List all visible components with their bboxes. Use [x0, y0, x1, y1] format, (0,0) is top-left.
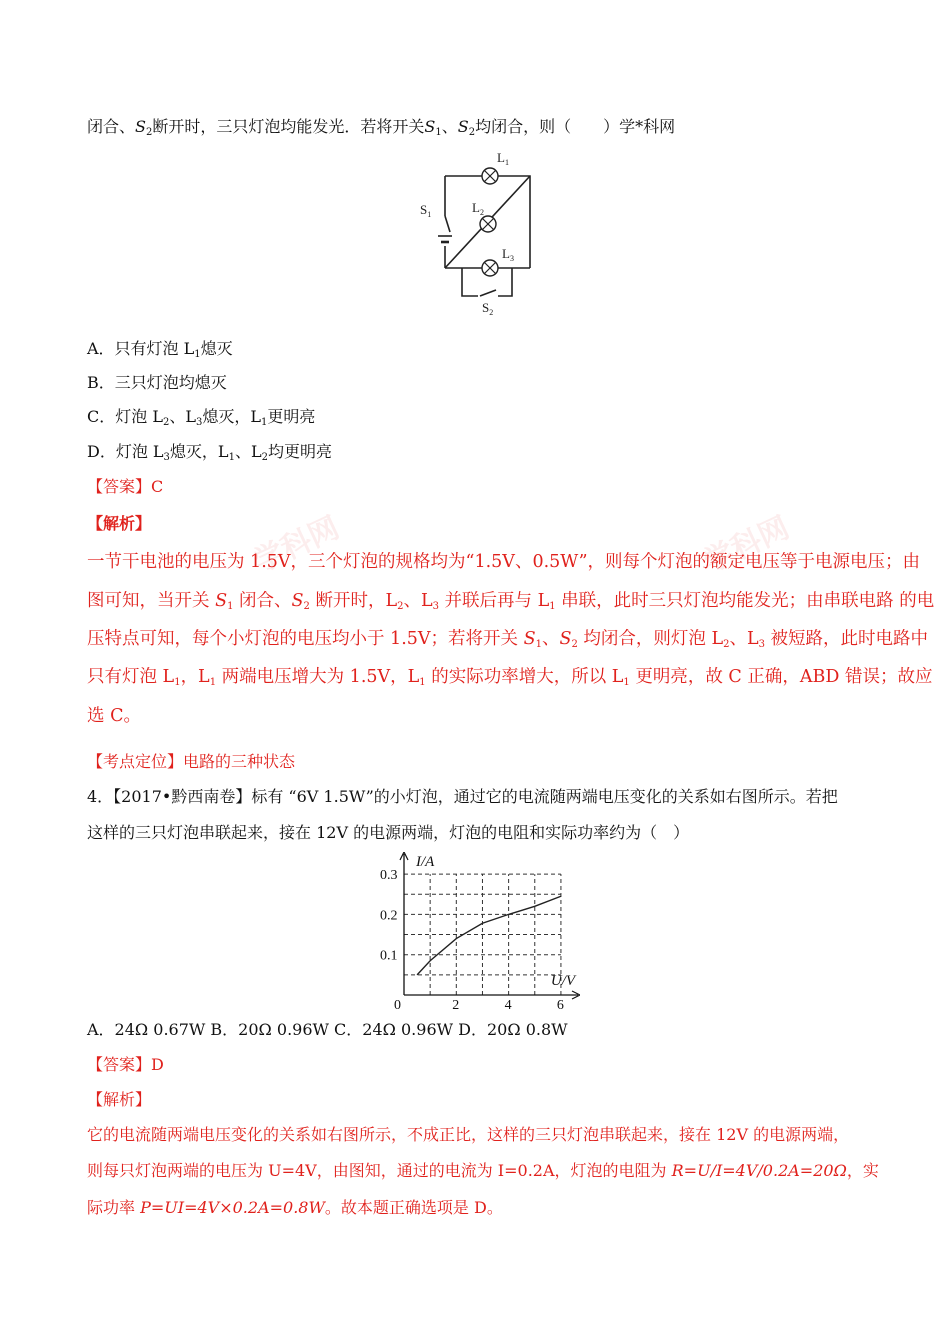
- x-tick-label: 6: [556, 998, 564, 1013]
- svg-text:L2: $L_2$: [472, 200, 484, 217]
- question-4-line-1: 4．【2017•黔西南卷】标有 “6V 1.5W”的小灯泡，通过它的电流随两端电压变化的关系如右图所示。若把: [87, 787, 838, 806]
- y-tick-label: 0.1: [380, 948, 398, 964]
- kaodian: 【考点定位】电路的三种状态: [87, 752, 296, 771]
- x-tick-label: 2: [452, 998, 460, 1013]
- answer-1: 【答案】C: [87, 477, 164, 496]
- analysis-2-line-3: 际功率 P=UI=4V×0.2A=0.8W。故本题正确选项是 D。: [87, 1198, 503, 1217]
- analysis-1-line-2: 图可知，当开关 $S_1$ 闭合、$S_2$ 断开时，$L_2$、$L_3$ 并联后再与 $L_1$ 串联，此时三只灯泡均能发光；由串联电路 的电: [87, 591, 935, 612]
- analysis-2-label: 【解析】: [87, 1090, 152, 1109]
- y-tick-label: 0.3: [380, 868, 398, 884]
- option-b: B．三只灯泡均熄灭: [87, 373, 227, 392]
- iu-chart: [370, 852, 580, 1014]
- question-intro-line: 闭合、$S_2$断开时，三只灯泡均能发光．若将开关$S_1$、$S_2$均闭合，则（ ）学*科网: [87, 117, 676, 138]
- svg-text:L3: $L_3$: [502, 246, 514, 263]
- circuit-diagram: [410, 148, 540, 318]
- analysis-1-line-4: 只有灯泡 $L_1$，$L_1$ 两端电压增大为 1.5V，$L_1$ 的实际功率增大，所以 $L_1$ 更明亮，故 C 正确，ABD 错误；故应: [87, 667, 933, 688]
- analysis-1-line-3: 压特点可知，每个小灯泡的电压均小于 1.5V；若将开关 $S_1$、$S_2$ 均闭合，则灯泡 $L_2$、$L_3$ 被短路，此时电路中: [87, 629, 929, 650]
- analysis-1-label: 【解析】: [87, 514, 152, 533]
- option-c: C．灯泡 $L_2$、$L_3$熄灭，$L_1$更明亮: [87, 407, 316, 428]
- question-4-options: A．24Ω 0.67W B．20Ω 0.96W C．24Ω 0.96W D．20Ω 0.8W: [87, 1020, 568, 1039]
- option-a: A．只有灯泡 $L_1$熄灭: [87, 339, 233, 360]
- x-tick-label: 0: [394, 998, 401, 1013]
- y-axis-label: I/A: [416, 854, 435, 870]
- answer-2: 【答案】D: [87, 1055, 164, 1074]
- question-4-line-2: 这样的三只灯泡串联起来，接在 12V 的电源两端，灯泡的电阻和实际功率约为（ ）: [87, 823, 690, 842]
- x-tick-label: 4: [504, 998, 512, 1013]
- analysis-2-line-2: 则每只灯泡两端的电压为 U=4V，由图知，通过的电流为 I=0.2A，灯泡的电阻为 R=U/I=4V/0.2A=20Ω，实: [87, 1161, 879, 1180]
- option-d: D．灯泡 $L_3$熄灭，$L_1$、$L_2$均更明亮: [87, 442, 332, 463]
- series-line: [417, 896, 561, 975]
- analysis-1-line-1: 一节干电池的电压为 1.5V，三个灯泡的规格均为“1.5V、0.5W”，则每个灯泡的额定电压等于电源电压；由: [87, 552, 921, 572]
- x-axis-label: U/V: [550, 973, 576, 989]
- svg-text:L1: $L_1$: [497, 150, 509, 167]
- watermark: 学科网: [698, 510, 795, 581]
- svg-text:S1: $S_1$: [420, 202, 432, 219]
- analysis-1-line-5: 选 C。: [87, 706, 141, 726]
- watermark: 学科网: [248, 510, 345, 581]
- analysis-2-line-1: 它的电流随两端电压变化的关系如右图所示，不成正比，这样的三只灯泡串联起来，接在 12V 的电源两端，: [87, 1125, 850, 1144]
- y-tick-label: 0.2: [380, 908, 398, 924]
- svg-text:S2: $S_2$: [482, 300, 494, 317]
